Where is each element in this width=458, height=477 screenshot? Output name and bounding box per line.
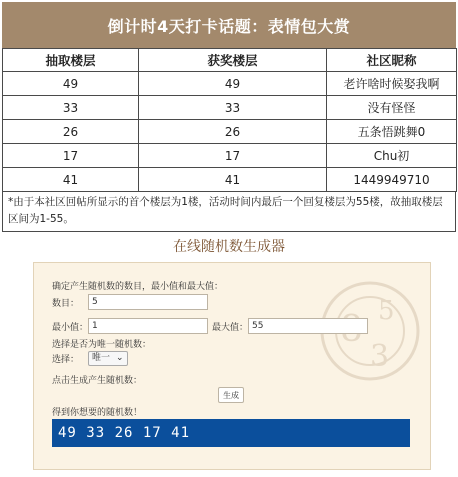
table-row xyxy=(3,96,457,120)
count-label: 数目： xyxy=(52,298,80,309)
unique-prompt-text: 选择是否为唯一随机数： xyxy=(52,340,152,350)
draw-floor-cell: 17 xyxy=(3,144,139,168)
winning-floor-cell: 49 xyxy=(139,72,327,96)
card-title: 倒计时4天打卡话题：表情包大赏 xyxy=(2,2,456,48)
column-header: 社区昵称 xyxy=(327,49,457,72)
nickname-cell: 没有怪怪 xyxy=(327,96,457,120)
nickname-cell: 五条悟跳舞0 xyxy=(327,120,457,144)
count-row xyxy=(52,294,208,310)
result-output: 49 33 26 17 41 xyxy=(52,419,410,447)
chevron-down-icon: ⌄ xyxy=(116,353,124,363)
winning-floor-cell: 17 xyxy=(139,144,327,168)
table-row xyxy=(3,144,457,168)
generator-heading: 在线随机数生成器 xyxy=(173,239,285,255)
winning-floor-cell: 33 xyxy=(139,96,327,120)
max-label: 最大值： xyxy=(212,322,249,333)
winning-floor-cell: 26 xyxy=(139,120,327,144)
range-row xyxy=(52,318,368,334)
column-header: 抽取楼层 xyxy=(3,49,139,72)
lottery-result-card xyxy=(2,2,456,232)
table-row xyxy=(3,168,457,192)
table-header-row xyxy=(3,49,457,72)
draw-floor-cell: 41 xyxy=(3,168,139,192)
result-prompt-text: 得到你想要的随机数！ xyxy=(52,408,143,418)
table-row xyxy=(3,120,457,144)
select-row xyxy=(52,351,128,366)
draw-floor-cell: 33 xyxy=(3,96,139,120)
unique-select-value: 唯一 xyxy=(92,353,111,363)
click-prompt-text: 点击生成产生随机数： xyxy=(52,376,143,386)
random-generator-panel xyxy=(33,262,431,470)
unique-select[interactable] xyxy=(88,351,128,366)
select-label: 选择： xyxy=(52,355,80,365)
result-prompt-row xyxy=(52,405,142,418)
svg-text:3: 3 xyxy=(370,339,390,374)
svg-text:5: 5 xyxy=(378,296,395,326)
max-input[interactable]: 55 xyxy=(248,318,368,334)
min-label: 最小值： xyxy=(52,322,89,333)
draw-floor-cell: 49 xyxy=(3,72,139,96)
min-input[interactable]: 1 xyxy=(88,318,208,334)
nickname-cell: 1449949710 xyxy=(327,168,457,192)
nickname-cell: Chu初 xyxy=(327,144,457,168)
nickname-cell: 老许啥时候娶我啊 xyxy=(327,72,457,96)
unique-prompt-row xyxy=(52,337,151,350)
table-row xyxy=(3,72,457,96)
results-table xyxy=(2,48,457,192)
winning-floor-cell: 41 xyxy=(139,168,327,192)
footnote: *由于本社区回帖所显示的首个楼层为1楼，活动时间内最后一个回复楼层为55楼，故抽取楼层区间为1-55。 xyxy=(2,192,456,232)
count-input[interactable]: 5 xyxy=(88,294,208,310)
click-prompt-row xyxy=(52,373,142,386)
draw-floor-cell: 26 xyxy=(3,120,139,144)
generate-button[interactable]: 生成 xyxy=(218,387,244,403)
instruction-text: 确定产生随机数的数目，最小值和最大值： xyxy=(52,282,224,292)
column-header: 获奖楼层 xyxy=(139,49,327,72)
instruction-row xyxy=(52,279,223,292)
